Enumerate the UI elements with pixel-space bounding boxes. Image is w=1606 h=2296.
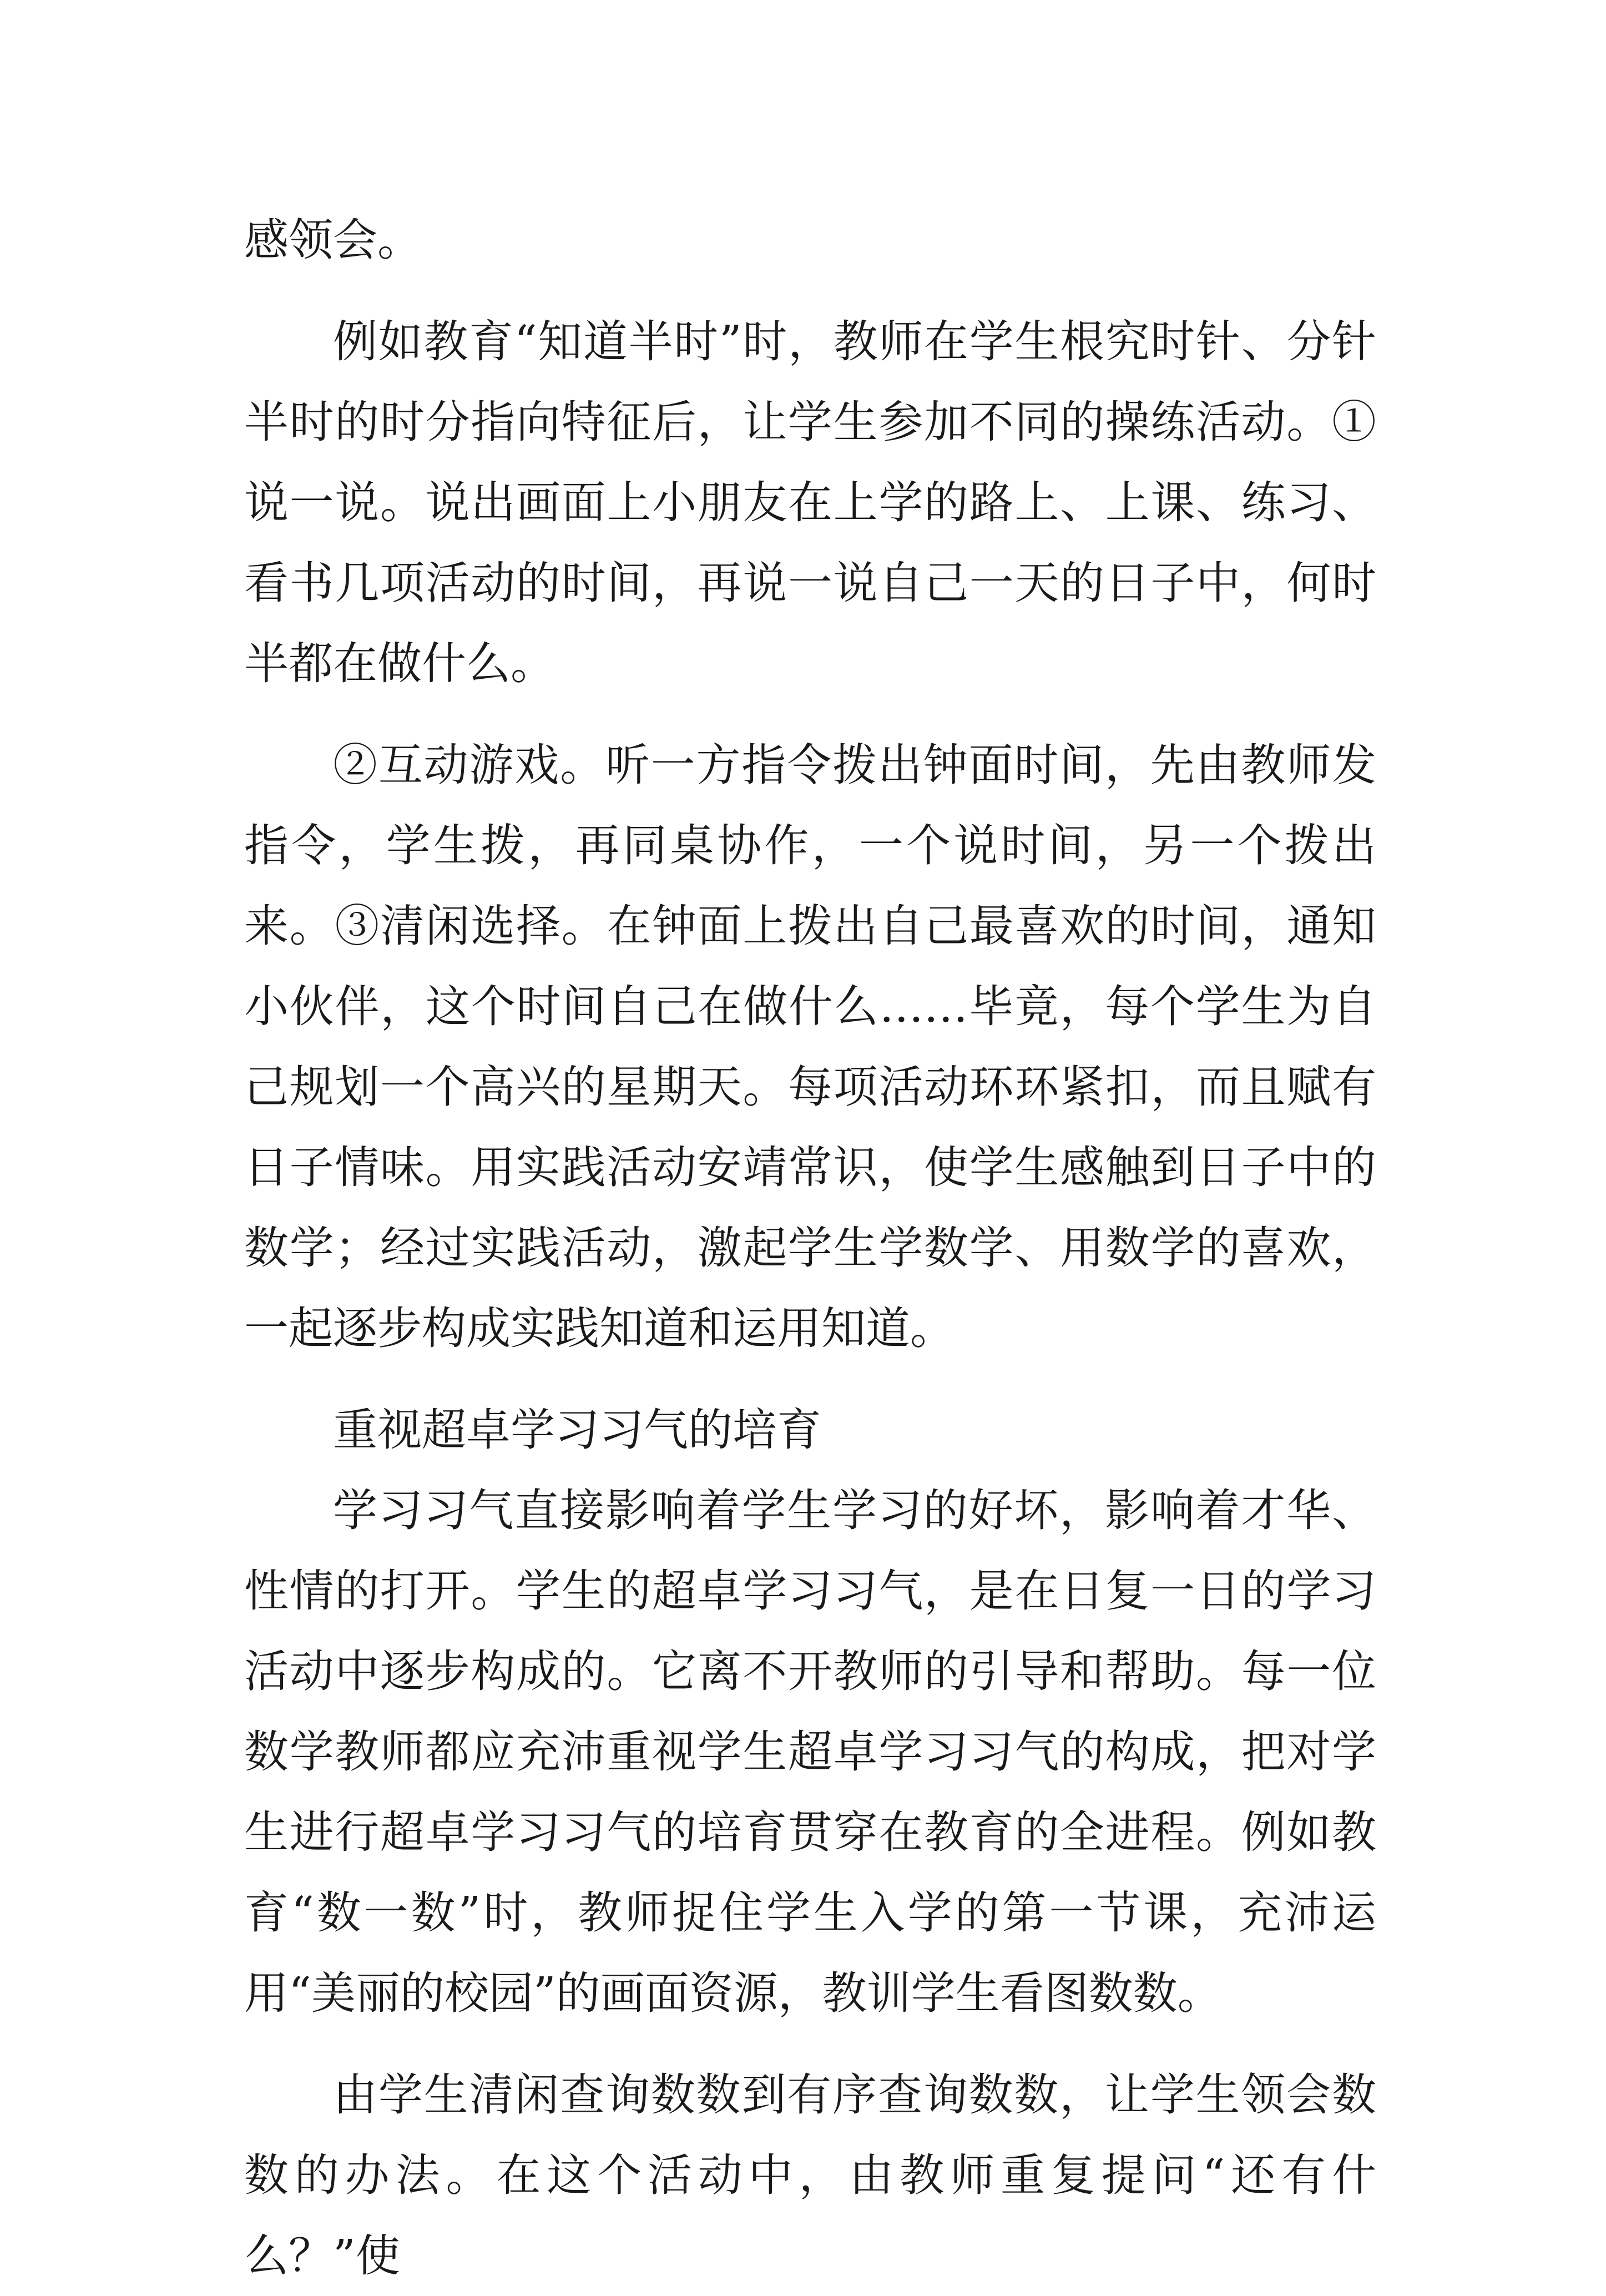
paragraph-counting-method: 由学生清闲查询数数到有序查询数数，让学生领会数数的办法。在这个活动中，由教师重复提问“还有什么？”使 <box>244 2069 1376 2282</box>
section-heading: 重视超卓学习习气的培育 <box>333 1404 821 1456</box>
document-page <box>244 200 1376 2296</box>
paragraph-interactive-game: ②互动游戏。听一方指令拨出钟面时间，先由教师发指令，学生拨，再同桌协作，一个说时间，另一个拨出来。③清闲选择。在钟面上拨出自己最喜欢的时间，通知小伙伴，这个时间自己在做什么……毕竟，每个学生为自己规划一个高兴的星期天。每项活动环环紧扣，而且赋有日子情味。用实践活动安靖常识，使学生感触到日子中的数学；经过实践活动，激起学生学数学、用数学的喜欢，一起逐步构成实践知道和运用知道。 <box>244 739 1376 1354</box>
paragraph-half-hour-example: 例如教育“知道半时”时，教师在学生根究时针、分针半时的时分指向特征后，让学生参加不同的操练活动。①说一说。说出画面上小朋友在上学的路上、上课、练习、看书几项活动的时间，再说一说自己一天的日子中，何时半都在做什么。 <box>244 316 1376 689</box>
paragraph-continuation: 感领会。 <box>244 214 422 266</box>
paragraph-study-habits: 学习习气直接影响着学生学习的好坏，影响着才华、性情的打开。学生的超卓学习习气，是在日复一日的学习活动中逐步构成的。它离不开教师的引导和帮助。每一位数学教师都应充沛重视学生超卓学习习气的构成，把对学生进行超卓学习习气的培育贯穿在教育的全进程。例如教育“数一数”时，教师捉住学生入学的第一节课，充沛运用“美丽的校园”的画面资源，教训学生看图数数。 <box>244 1485 1376 2019</box>
